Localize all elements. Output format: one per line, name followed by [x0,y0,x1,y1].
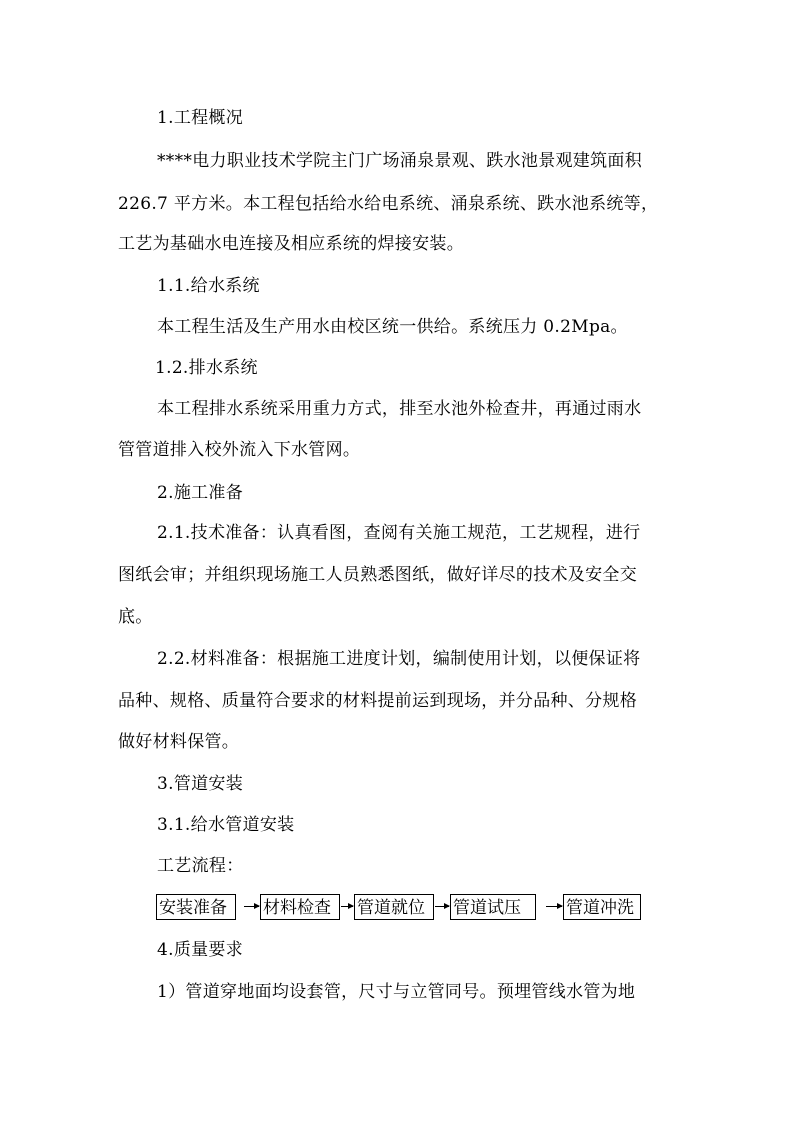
heading-water-pipe-installation: 3.1.给水管道安装 [157,815,295,835]
heading-pipe-installation: 3.管道安装 [157,774,244,794]
flow-arrow-4 [546,906,562,907]
quality-requirement-1-line-1: 1）管道穿地面均设套管，尺寸与立管同号。预埋管线水管为地 [157,982,636,1002]
heading-project-overview: 1.工程概况 [157,108,244,128]
drainage-paragraph-line-2: 管管道排入校外流入下水管网。 [118,440,361,460]
flow-step-pressure-test: 管道试压 [450,894,536,920]
flow-step-pipe-positioning: 管道就位 [354,894,434,920]
overview-paragraph-line-1: ****电力职业技术学院主门广场涌泉景观、跌水池景观建筑面积 [157,151,642,171]
technical-prep-line-1: 2.1.技术准备：认真看图，查阅有关施工规范，工艺规程，进行 [157,523,641,543]
material-prep-line-1: 2.2.材料准备：根据施工进度计划，编制使用计划，以便保证将 [157,649,641,669]
flow-step-material-check: 材料检查 [260,894,340,920]
process-flow-label: 工艺流程： [157,856,244,876]
flow-arrow-1 [244,906,259,907]
heading-construction-preparation: 2.施工准备 [157,483,244,503]
heading-quality-requirements: 4.质量要求 [157,940,244,960]
flow-step-flushing: 管道冲洗 [563,894,641,920]
flow-arrow-2 [341,906,353,907]
process-flow-diagram [156,894,642,924]
material-prep-line-2: 品种、规格、质量符合要求的材料提前运到现场，并分品种、分规格 [118,691,637,711]
drainage-paragraph-line-1: 本工程排水系统采用重力方式，排至水池外检查井，再通过雨水 [157,399,642,419]
water-supply-paragraph: 本工程生活及生产用水由校区统一供给。系统压力 0.2Mpa。 [157,317,628,337]
technical-prep-line-2: 图纸会审；并组织现场施工人员熟悉图纸，做好详尽的技术及安全交 [118,565,637,585]
material-prep-line-3: 做好材料保管。 [118,732,240,752]
flow-arrow-3 [435,906,449,907]
flow-step-prepare: 安装准备 [156,894,236,920]
overview-paragraph-line-2: 226.7 平方米。本工程包括给水给电系统、涌泉系统、跌水池系统等， [118,194,659,214]
overview-paragraph-line-3: 工艺为基础水电连接及相应系统的焊接安装。 [118,234,464,254]
heading-drainage: 1.2.排水系统 [155,358,258,378]
technical-prep-line-3: 底。 [118,607,153,627]
heading-water-supply: 1.1.给水系统 [157,276,260,296]
